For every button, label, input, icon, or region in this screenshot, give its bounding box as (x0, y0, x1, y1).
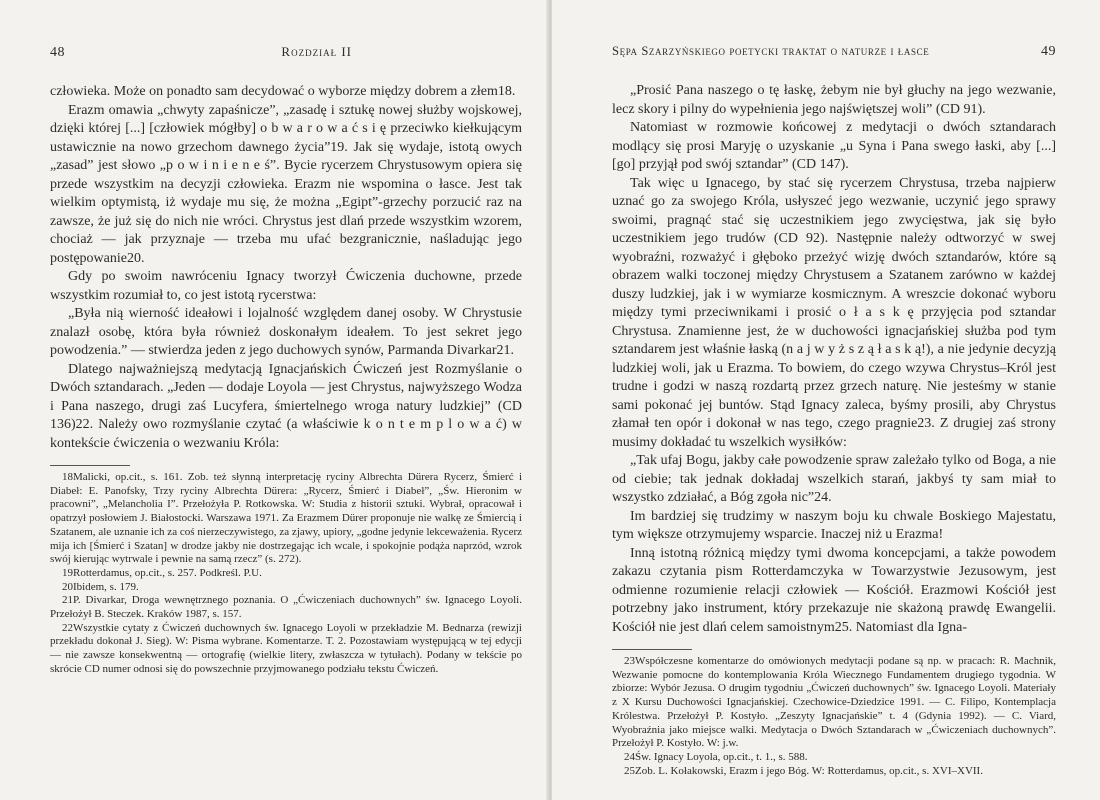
block-quote: „Tak ufaj Bogu, jakby całe powodzenie spraw zależało tylko od Boga, a nie od ciebie; tak jednak dokładaj wszelkich starań, jakbyś ty sam miał to wszystko zdziałać, a Bóg zgoła nic”24. (612, 453, 1056, 505)
right-running-head (612, 44, 1056, 60)
left-footnotes (50, 471, 522, 677)
paragraph: Erazm omawia „chwyty zapaśnicze”, „zasadę i sztukę nowej służby wojskowej, dzięki której [...] [człowiek mógłby] o b w a r o w a ć s i ę przeciwko kiełkującym ustawicznie na nowo grzechom dawnego życia”19. Jak się wydaje, istotą owych „zasad” jest słowo „p o w i n i e n e ś”. Bycie rycerzem Chrystusowym opiera się przede wszystkim na decyzji człowieka. Erazm nie wspomina o łasce. Jest tak wielkim optymistą, iż wydaje mu się, że można „Egipt”-grzechy porzucić raz na zawsze, że już się do nich nie wróci. Chrystus jest dlań przede wszystkim wzorem, chociaż — jak przyznaje — trzeba mu ufać bezgranicznie, naśladując jego postępowanie20. (50, 102, 522, 266)
page-number: 48 (50, 45, 65, 60)
page-number: 49 (1041, 44, 1056, 59)
footnote: 22Wszystkie cytaty z Ćwiczeń duchownych św. Ignacego Loyoli w przekładzie M. Bednarza (rewizji przekładu dokonał J. Sieg). W: Pisma wybrane. Komentarze. T. 2. Pozostawiam występującą w tej edycji — nie zawsze konsekwentną — ortografię (wielkie litery, zwłaszcza w tytułach). Podany w tekście po skrócie CD numer odnosi się do powszechnie przyjmowanego podziału tekstu Ćwiczeń. (50, 621, 522, 675)
footnote: 25Zob. L. Kołakowski, Erazm i jego Bóg. W: Rotterdamus, op.cit., s. XVI–XVII. (624, 764, 983, 777)
footnote: 20Ibidem, s. 179. (62, 580, 139, 593)
footnote: 19Rotterdamus, op.cit., s. 257. Podkreśl. P.U. (62, 566, 262, 579)
paragraph: człowieka. Może on ponadto sam decydować o wyborze między dobrem a złem18. (50, 84, 516, 99)
paragraph: Dlatego najważniejszą medytacją Ignacjańskich Ćwiczeń jest Rozmyślanie o Dwóch sztandarach. „Jeden — dodaje Loyola — jest Chrystus, najwyższego Wodza i Pana naszego, drugi zaś Lucyfera, śmiertelnego wroga natury ludzkiej” (CD 136)22. Należy owo rozmyślanie czytać (a właściwie k o n t e m p l o w a ć) w kontekście ćwiczenia o wezwaniu Króla: (50, 361, 522, 451)
paragraph: Inną istotną różnicą między tymi dwoma koncepcjami, a także powodem zakazu czytania pism Rotterdamczyka w Towarzystwie Jezusowym, jest odmienne rozumienie relacji człowiek — Kościół. Erazmowi Kościół jest potrzebny jako instrument, który przekazuje nie skażoną prawdę Ewangelii. Kościół nie jest dlań celem samoistnym25. Natomiast dla Igna- (612, 545, 1056, 635)
right-body-text (612, 82, 1056, 637)
footnote: 24Św. Ignacy Loyola, op.cit., t. 1., s. 588. (624, 750, 808, 763)
paragraph: Im bardziej się trudzimy w naszym boju ku chwale Boskiego Majestatu, tym większe otrzymujemy wsparcie. Inaczej niż u Erazma! (612, 508, 1056, 542)
footnote-divider (50, 465, 130, 466)
left-page (0, 0, 548, 800)
paragraph: Gdy po swoim nawróceniu Ignacy tworzył Ćwiczenia duchowne, przede wszystkim rozumiał to, co jest istotą rycerstwa: (50, 269, 522, 303)
chapter-title: Rozdział II (281, 44, 352, 59)
left-body-text (50, 83, 522, 453)
footnote: 18Malicki, op.cit., s. 161. Zob. też słynną interpretację ryciny Albrechta Dürera Rycerz, Śmierć i Diabeł: E. Panofsky, Trzy ryciny Albrechta Dürera: „Rycerz, Śmierć i Diabeł”, „Św. Hieronim w pracowni”, „Melancholia I”. Przełożyła P. Rotkowska. W: Studia z historii sztuki. Wybrał, opracował i opatrzył posłowiem J. Białostocki. Warszawa 1971. Za Erazmem Dürer proponuje nie walkę ze Śmiercią i Szatanem, ale uznanie ich za coś nierzeczywistego, za zjawy, upiory, „godne jedynie lekceważenia. Rycerz mija ich [Śmierć i Szatan] w drodze jakby nie dostrzegając ich wcale, i spokojnie podąża naprzód, wzrok swój kierując wytrwale i pewnie na samą rzecz” (s. 272). (50, 471, 522, 566)
left-running-head (50, 44, 522, 61)
block-quote: „Była nią wierność ideałowi i lojalność względem danej osoby. W Chrystusie znalazł osobę, która była również doskonałym ideałem. To jest sekret jego powodzenia.” — stwierdza jeden z jego duchowych synów, Parmanda Divarkar21. (50, 306, 522, 358)
paragraph: Tak więc u Ignacego, by stać się rycerzem Chrystusa, trzeba najpierw uznać go za swojego Króla, usłyszeć jego wezwanie, uczynić jego sprawy swoimi, pragnąć stać się uczestnikiem jego zwycięstwa, jak się było uczestnikiem jego trudów (CD 92). Następnie należy odtworzyć w swej wyobraźni, rozważyć i głęboko przeżyć wizję dwóch sztandarów, które są obrazem walki toczonej między Chrystusem a Szatanem zarówno w każdej duszy ludzkiej, jak i w wymiarze kosmicznym. A wreszcie dokonać wyboru między tymi przeciwnikami i prosić o ł a s k ę przyjęcia pod sztandar Chrystusa. Znamienne jest, że w duchowości ignacjańskiej służba pod tym sztandarem jest właśnie łaską (n a j w y ż s z ą ł a s k ą!), a nie jedynie decyzją ludzkiej woli, jak u Erazma. To bowiem, do czego wzywa Chrystus–Król jest trudne i godzi w naszą rozdartą przez grzech naturę. Nie jesteśmy w stanie sami pokonać jej buntów. Stąd Ignacy zaleca, byśmy prosili, aby Chrystus złamał ten opór i dokonał w nas tego, czego pragnie23. Z drugiej zaś strony musimy dokładać tu wszelkich wysiłków: (612, 175, 1056, 450)
footnote: 23Współczesne komentarze do omówionych medytacji podane są np. w pracach: R. Machnik, Wezwanie pomocne do kontemplowania Króla Wiecznego Fundamentem drugiego tygodnia. W zbiorze: Wybór Jezusa. O drugim tygodniu „Ćwiczeń duchownych” św. Ignacego Loyoli. Materiały z X Kursu Duchowości Ignacjańskiej. Czechowice-Dziedzice 1991. — C. Filipo, Kontemplacja Królestwa. Przełożył P. Kostyło. „Zeszyty Ignacjańskie” t. 4 (Gdynia 1992). — C. Viard, Wyobraźnia jako miejsce walki. Medytacja o Dwóch Sztandarach w „Ćwiczeniach duchownych”. Przełożył P. Kostyło. W: j.w. (612, 655, 1056, 750)
right-page (552, 0, 1100, 800)
block-quote: „Prosić Pana naszego o tę łaskę, żebym nie był głuchy na jego wezwanie, lecz skory i pilny do wypełnienia jego najświętszej woli” (CD 91). (612, 83, 1056, 117)
footnote: 21P. Divarkar, Droga wewnętrznego poznania. O „Ćwiczeniach duchownych” św. Ignacego Loyoli. Przełożył B. Steczek. Kraków 1987, s. 157. (50, 594, 522, 621)
right-footnotes (612, 655, 1056, 778)
paragraph: Natomiast w rozmowie końcowej z medytacji o dwóch sztandarach modlący się prosi Maryję o uzyskanie „u Syna i Pana swego łaski, aby [...] [go] przyjął pod swój sztandar” (CD 147). (612, 120, 1056, 172)
footnote-divider (612, 649, 692, 650)
section-title: Sępa Szarzyńskiego poetycki traktat o naturze i łasce (612, 44, 930, 58)
